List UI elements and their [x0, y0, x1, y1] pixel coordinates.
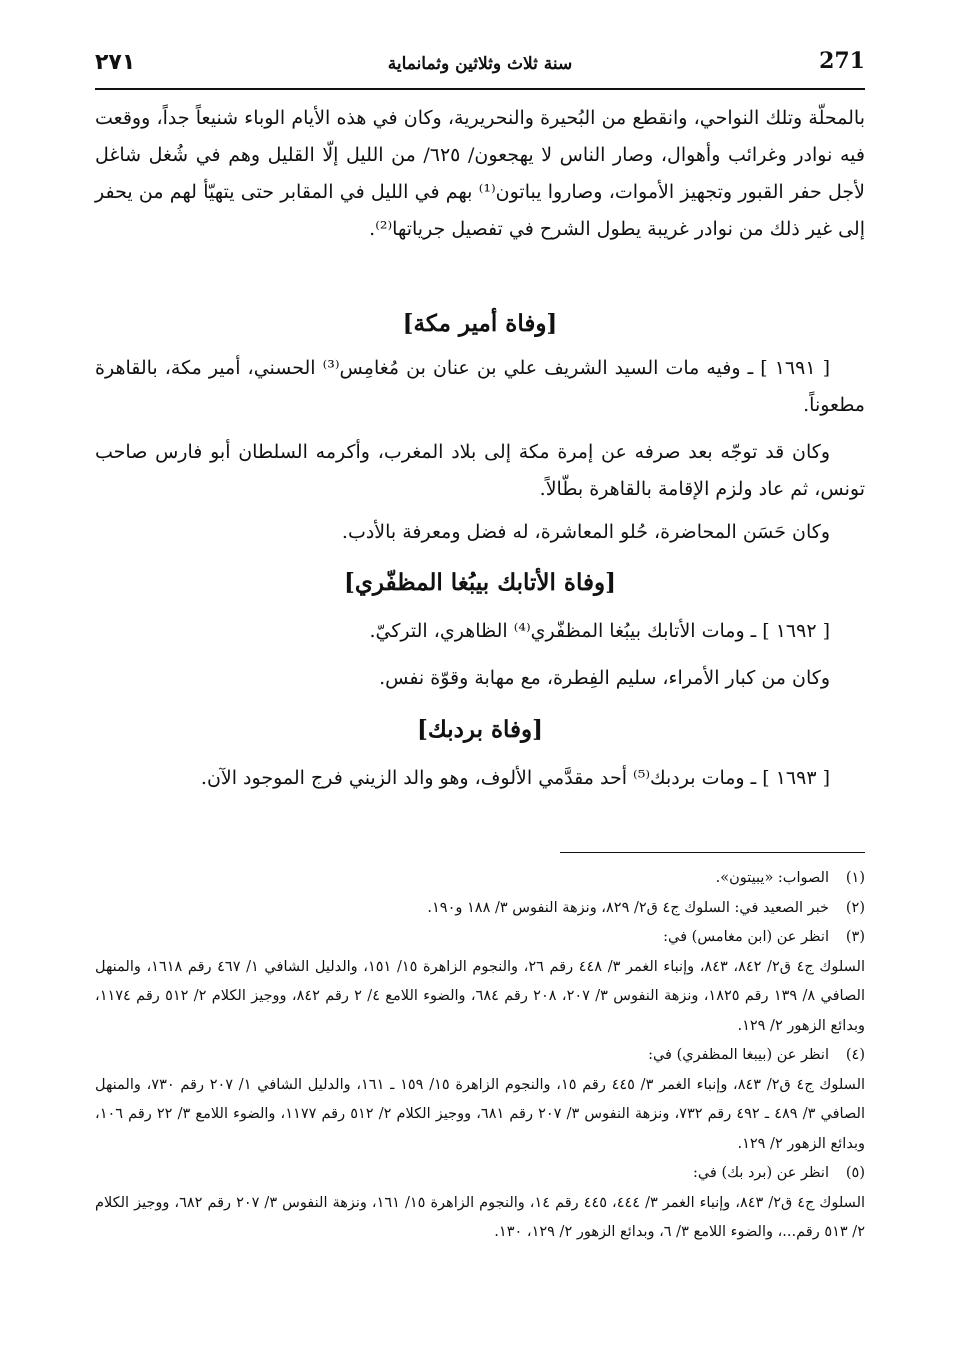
footnote-text: انظر عن (برد بك) في:	[692, 1165, 829, 1181]
intro-paragraph: بالمحلّة وتلك النواحي، وانقطع من البُحيرة والنحريرية، وكان في هذه الأيام الوباء شنيعاً جداً، ووقعت فيه نوادر وغرائب وأهوال، وصار الناس لا يهجعون/ ٦٢٥/ من الليل إلّا القليل وهم في شُغل شاغل لأجل حفر القبور وتجهيز الأموات، وصاروا يباتون⁽¹⁾ بهم في الليل في المقابر حتى يتهيّأ لهم من يحفر إلى غير ذلك من نوادر غريبة يطول الشرح في تفصيل جرياتها⁽²⁾.	[95, 107, 865, 240]
page-number-latin: 271	[819, 48, 865, 74]
footnote-text: خبر الصعيد في: السلوك ج٤ ق٢/ ٨٢٩، ونزهة النفوس ٣/ ١٨٨ و١٩٠.	[427, 899, 829, 916]
entry-1692: [ ١٦٩٢ ] ـ ومات الأتابك بيبُغا المظفّري⁽⁴⁾ الظاهري، التركيّ.	[369, 620, 830, 642]
footnote-3	[95, 923, 865, 953]
paragraph-atabak-character: وكان من كبار الأمراء، سليم الفِطرة، مع مهابة وقوّة نفس.	[379, 667, 830, 689]
header-rule	[95, 88, 865, 90]
footnote-number: (٥)	[845, 1165, 865, 1181]
footnote-5-sources: السلوك ج٤ ق٢/ ٨٤٣، وإنباء الغمر ٣/ ٤٤٤، ٤٤٥ رقم ١٤، والنجوم الزاهرة ١٥/ ١٦١، ونزهة النفوس ٣/ ٢٠٧ رقم ٦٨٢، ووجيز الكلام ٢/ ٥١٣ رقم...، والضوء اللامع ٣/ ٦، وبدائع الزهور ٢/ ١٢٩، ١٣٠.	[95, 1194, 866, 1240]
section-heading-bardbak: [وفاة بردبك]	[416, 716, 544, 743]
footnote-3-sources: السلوك ج٤ ق٢/ ٨٤٢، ٨٤٣، وإنباء الغمر ٣/ ٤٤٨ رقم ٢٦، والنجوم الزاهرة ١٥/ ١٥١، والدليل الشافي ١/ ٤٦٧ رقم ١٦١٨، والمنهل الصافي ٨/ ١٣٩ رقم ١٨٢٥، ونزهة النفوس ٣/ ٢٠٧، ٢٠٨ رقم ٦٨٤، والضوء اللامع ٤/ ٢ رقم ٨٤٢، ووجيز الكلام ٢/ ٥١٢ رقم ١١٧٤، وبدائع الزهور ٢/ ١٢٩.	[95, 958, 865, 1034]
footnote-number: (٤)	[845, 1047, 865, 1063]
footnote-2	[95, 894, 865, 924]
footnote-1	[95, 864, 865, 894]
running-title: سنة ثلاث وثلاثين وثمانماية	[387, 54, 573, 74]
footnote-number: (١)	[845, 870, 865, 886]
footnote-4	[95, 1041, 865, 1071]
section-heading-atabak: [وفاة الأتابك بيبُغا المظفّري]	[344, 569, 616, 596]
section-heading-mecca-emir: [وفاة أمير مكة]	[402, 310, 558, 337]
footnote-number: (٢)	[845, 899, 865, 916]
page-number-arabic: ٢٧١	[95, 50, 136, 75]
footnote-text: انظر عن (بيبغا المظفري) في:	[648, 1047, 829, 1063]
footnote-separator	[560, 852, 865, 853]
footnote-number: (٣)	[845, 929, 865, 945]
footnote-text: الصواب: «يبيتون».	[715, 870, 829, 886]
section-bardbak-body	[95, 760, 865, 797]
footnote-4-sources: السلوك ج٤ ق٢/ ٨٤٣، وإنباء الغمر ٣/ ٤٤٥ رقم ١٥، والنجوم الزاهرة ١٥/ ١٥٩ ـ ١٦١، والدليل الشافي ١/ ٢٠٧ رقم ٧٣٠، والمنهل الصافي ٣/ ٤٨٩ ـ ٤٩٢ رقم ٧٣٢، ونزهة النفوس ٣/ ٢٠٧ رقم ٦٨١، ووجيز الكلام ٢/ ٥١٢ رقم ١١٧٧، والضوء اللامع ٣/ ٢٢ رقم ١٠٦، وبدائع الزهور ٢/ ١٢٩.	[95, 1076, 866, 1152]
footnote-5	[95, 1159, 865, 1189]
entry-1691: [ ١٦٩١ ] ـ وفيه مات السيد الشريف علي بن عنان بن مُغامِس⁽³⁾ الحسني، أمير مكة، بالقاهرة مطعوناً.	[95, 357, 865, 416]
running-header	[95, 48, 865, 82]
footnote-text: انظر عن (ابن مغامس) في:	[663, 929, 829, 945]
intro-paragraph-block	[95, 100, 865, 248]
entry-1693: [ ١٦٩٣ ] ـ ومات بردبك⁽⁵⁾ أحد مقدَّمي الألوف، وهو والد الزيني فرج الموجود الآن.	[200, 767, 830, 789]
footnotes	[95, 864, 865, 1248]
section-atabak-body	[95, 613, 865, 697]
section-mecca-emir-body	[95, 350, 865, 551]
paragraph-mecca-travel: وكان قد توجّه بعد صرفه عن إمرة مكة إلى بلاد المغرب، وأكرمه السلطان أبو فارس صاحب تونس، ثم عاد ولزم الإقامة بالقاهرة بطّالاً.	[95, 441, 865, 500]
paragraph-mecca-character: وكان حَسَن المحاضرة، حُلو المعاشرة، له فضل ومعرفة بالأدب.	[341, 521, 830, 543]
